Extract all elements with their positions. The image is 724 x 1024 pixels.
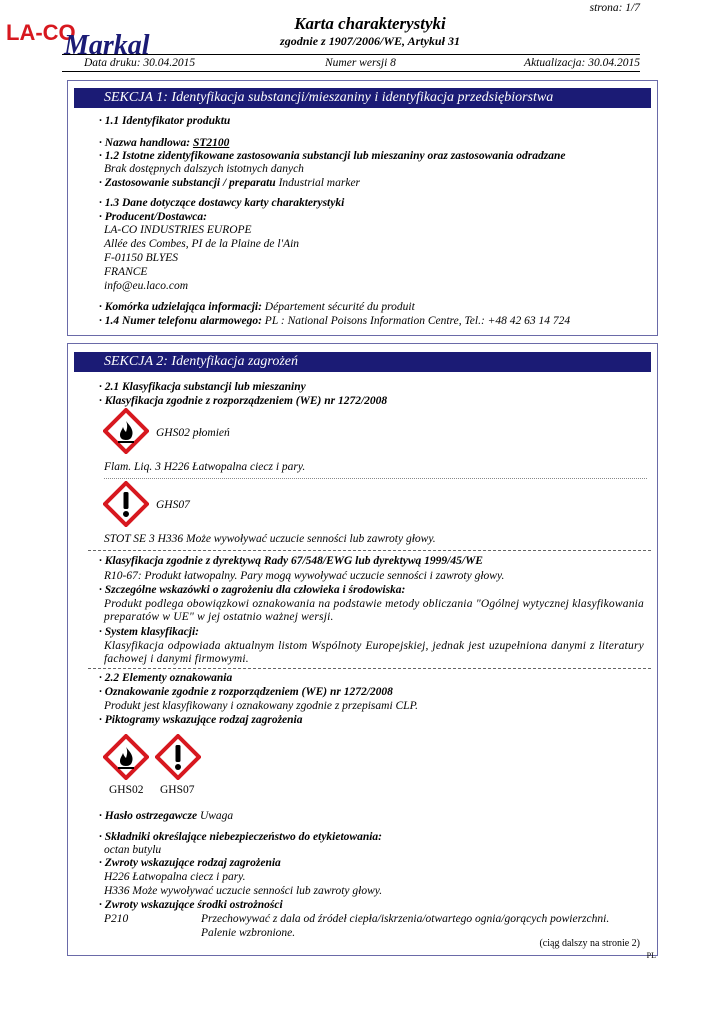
company-logo	[6, 12, 166, 58]
classification-heading: · 2.1 Klasyfikacja substancji lub mieszaniny	[99, 381, 306, 393]
document-title: Karta charakterystyki	[294, 14, 446, 33]
logo-text-laco: LA-CO	[6, 20, 76, 45]
stot-classification: STOT SE 3 H336 Może wywoływać uczucie senności lub zawroty głowy.	[104, 533, 436, 545]
trade-name	[99, 137, 229, 150]
section-1	[67, 80, 658, 336]
relevant-uses: · 1.2 Istotne zidentyfikowane zastosowania substancji lub mieszaniny oraz zastosowania odradzane	[99, 150, 566, 162]
info-unit	[99, 301, 415, 314]
supplier-heading: · 1.3 Dane dotyczące dostawcy karty charakterystyki	[99, 197, 345, 209]
info-unit-label: · Komórka udzielająca informacji:	[99, 301, 262, 313]
update-date: Aktualizacja: 30.04.2015	[524, 57, 640, 69]
classification-system-label: · System klasyfikacji:	[99, 626, 199, 638]
label-elements-heading: · 2.2 Elementy oznakowania	[99, 672, 233, 684]
address-line: FRANCE	[104, 266, 148, 278]
section-1-heading: SEKCJA 1: Identyfikacja substancji/mieszaniny i identyfikacja przedsiębiorstwa	[74, 88, 651, 108]
r-phrases: R10-67: Produkt łatwopalny. Pary mogą wywoływać uczucie senności i zawroty głowy.	[104, 570, 505, 582]
precautionary-code: P210	[104, 913, 129, 925]
trade-name-value: ST2100	[192, 137, 230, 149]
page-number: strona: 1/7	[589, 2, 640, 14]
hazard-statement: H226 Łatwopalna ciecz i pary.	[104, 871, 246, 883]
precautionary-text: Palenie wzbronione.	[201, 927, 296, 939]
hazard-statements-label: · Zwroty wskazujące rodzaj zagrożenia	[99, 857, 281, 869]
document-subtitle: zgodnie z 1907/2006/WE, Artykuł 31	[280, 34, 460, 48]
dashed-divider	[88, 550, 651, 551]
emergency-phone-value: PL : National Poisons Information Centre, Tel.: +48 42 63 14 724	[261, 315, 571, 327]
pictogram-code: GHS07	[160, 784, 195, 796]
dashed-divider	[88, 668, 651, 669]
exclamation-icon	[155, 734, 201, 780]
ghs02-label: GHS02 płomień	[156, 427, 230, 439]
directive-classification: · Klasyfikacja zgodnie z dyrektywą Rady 67/548/EWG lub dyrektywą 1999/45/WE	[99, 555, 483, 567]
address-line: Allée des Combes, PI de la Plaine de l'Ain	[104, 238, 300, 250]
pictograms-label: · Piktogramy wskazujące rodzaj zagrożenia	[99, 714, 303, 726]
print-date: Data druku: 30.04.2015	[84, 57, 196, 69]
pictogram-code: GHS02	[109, 784, 144, 796]
flam-liq-classification: Flam. Liq. 3 H226 Łatwopalna ciecz i pary.	[104, 461, 306, 473]
section-2	[67, 343, 658, 956]
flame-icon	[103, 408, 149, 454]
header-divider	[62, 54, 640, 55]
address-line: F-01150 BLYES	[104, 252, 178, 264]
emergency-phone-label: · 1.4 Numer telefonu alarmowego:	[99, 315, 262, 327]
classification-system-text: Klasyfikacja odpowiada aktualnym listom Wspólnoty Europejskiej, jednak jest uzupełniona danymi z literatury fachowej i danymi firmowymi.	[104, 640, 644, 665]
hazard-statement: H336 Może wywoływać uczucie senności lub zawroty głowy.	[104, 885, 383, 897]
section-2-heading: SEKCJA 2: Identyfikacja zagrożeń	[74, 352, 651, 372]
relevant-uses-text: Brak dostępnych dalszych istotnych danych	[104, 163, 304, 175]
product-identifier: · 1.1 Identyfikator produktu	[99, 115, 231, 127]
logo-text-markal: Markal	[64, 30, 150, 58]
label-clp-text: Produkt jest klasyfikowany i oznakowany zgodnie z przepisami CLP.	[104, 700, 418, 712]
signal-word-label: · Hasło ostrzegawcze	[99, 810, 198, 822]
precautionary-label: · Zwroty wskazujące środki ostrożności	[99, 899, 283, 911]
hazard-components-label: · Składniki określające niebezpieczeństwo do etykietowania:	[99, 831, 383, 843]
flame-icon	[103, 734, 149, 780]
language-code: PL	[646, 951, 656, 960]
signal-word-value: Uwaga	[197, 810, 234, 822]
version-number: Numer wersji 8	[325, 57, 396, 69]
usage	[99, 177, 360, 190]
classification-clp: · Klasyfikacja zgodnie z rozporządzeniem (WE) nr 1272/2008	[99, 395, 388, 407]
exclamation-icon	[103, 481, 149, 527]
emergency-phone	[99, 315, 570, 328]
label-clp: · Oznakowanie zgodnie z rozporządzeniem (WE) nr 1272/2008	[99, 686, 393, 698]
usage-value: Industrial marker	[275, 177, 361, 189]
ghs07-label: GHS07	[156, 499, 190, 511]
producer-label: · Producent/Dostawca:	[99, 211, 207, 223]
special-hazards-text: Produkt podlega obowiązkowi oznakowania na podstawie metody obliczania "Ogólnej wytycznej klasyfikowania preparatów w UE" w jej ostatnio ważnej wersji.	[104, 598, 644, 623]
info-unit-value: Département sécurité du produit	[261, 301, 415, 313]
usage-label: · Zastosowanie substancji / preparatu	[99, 177, 276, 189]
address-line: LA-CO INDUSTRIES EUROPE	[104, 224, 252, 236]
signal-word	[99, 810, 233, 823]
email-link[interactable]: info@eu.laco.com	[104, 280, 189, 292]
header-divider-bottom	[62, 71, 640, 72]
special-hazards-label: · Szczególne wskazówki o zagrożeniu dla człowieka i środowiska:	[99, 584, 406, 596]
trade-name-label: · Nazwa handlowa:	[99, 137, 193, 149]
continued-note: (ciąg dalszy na stronie 2)	[539, 938, 640, 949]
dotted-divider	[104, 478, 647, 479]
precautionary-text: Przechowywać z dala od źródeł ciepła/iskrzenia/otwartego ognia/gorących powierzchni.	[201, 913, 610, 925]
hazard-component: octan butylu	[104, 844, 162, 856]
